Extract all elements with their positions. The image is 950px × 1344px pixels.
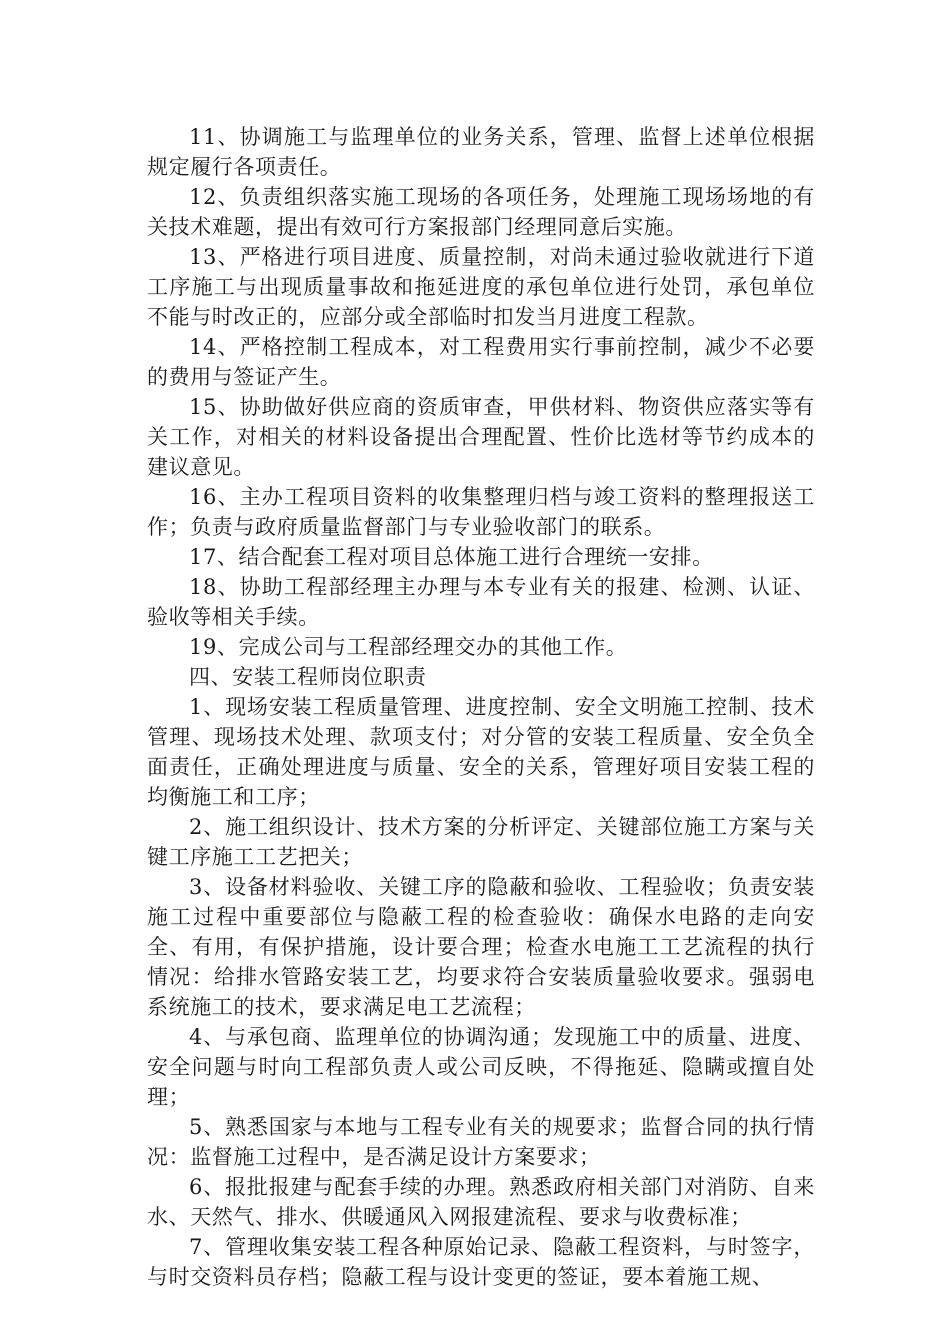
- paragraph-item-14: 14、严格控制工程成本，对工程费用实行事前控制，减少不必要的费用与签证产生。: [147, 335, 815, 389]
- paragraph-item-13: 13、严格进行项目进度、质量控制，对尚未通过验收就进行下道工序施工与出现质量事故和拖延进度的承包单位进行处罚，承包单位不能与时改正的，应部分或全部临时扣发当月进度工程款。: [147, 245, 815, 329]
- duty-item-2: 2、施工组织设计、技术方案的分析评定、关键部位施工方案与关键工序施工工艺把关；: [147, 815, 815, 869]
- duty-item-4: 4、与承包商、监理单位的协调沟通；发现施工中的质量、进度、安全问题与时向工程部负责人或公司反映，不得拖延、隐瞒或擅自处理；: [147, 1025, 815, 1109]
- duty-item-1: 1、现场安装工程质量管理、进度控制、安全文明施工控制、技术管理、现场技术处理、款项支付；对分管的安装工程质量、安全负全面责任，正确处理进度与质量、安全的关系，管理好项目安装工程的均衡施工和工序；: [147, 695, 815, 809]
- duty-item-7: 7、管理收集安装工程各种原始记录、隐蔽工程资料，与时签字，与时交资料员存档；隐蔽工程与设计变更的签证，要本着施工规、: [147, 1235, 815, 1289]
- duty-item-3: 3、设备材料验收、关键工序的隐蔽和验收、工程验收；负责安装施工过程中重要部位与隐蔽工程的检查验收：确保水电路的走向安全、有用，有保护措施，设计要合理；检查水电施工工艺流程的执行情况：给排水管路安装工艺，均要求符合安装质量验收要求。强弱电系统施工的技术，要求满足电工艺流程；: [147, 875, 815, 1019]
- section-heading: 四、安装工程师岗位职责: [189, 665, 427, 689]
- paragraph-item-15: 15、协助做好供应商的资质审查，甲供材料、物资供应落实等有关工作，对相关的材料设备提出合理配置、性价比选材等节约成本的建议意见。: [147, 395, 815, 479]
- document-body: [147, 122, 815, 1292]
- paragraph-item-12: 12、负责组织落实施工现场的各项任务，处理施工现场场地的有关技术难题，提出有效可行方案报部门经理同意后实施。: [147, 185, 815, 239]
- paragraph-item-11: 11、协调施工与监理单位的业务关系，管理、监督上述单位根据规定履行各项责任。: [147, 125, 815, 179]
- paragraph-item-16: 16、主办工程项目资料的收集整理归档与竣工资料的整理报送工作；负责与政府质量监督部门与专业验收部门的联系。: [147, 485, 815, 539]
- duty-item-5: 5、熟悉国家与本地与工程专业有关的规要求；监督合同的执行情况：监督施工过程中，是否满足设计方案要求；: [147, 1115, 815, 1169]
- paragraph-item-17: 17、结合配套工程对项目总体施工进行合理统一安排。: [189, 545, 714, 569]
- paragraph-item-18: 18、协助工程部经理主办理与本专业有关的报建、检测、认证、验收等相关手续。: [147, 575, 815, 629]
- duty-item-6: 6、报批报建与配套手续的办理。熟悉政府相关部门对消防、自来水、天然气、排水、供暖通风入网报建流程、要求与收费标准；: [147, 1175, 815, 1229]
- paragraph-item-19: 19、完成公司与工程部经理交办的其他工作。: [189, 635, 628, 659]
